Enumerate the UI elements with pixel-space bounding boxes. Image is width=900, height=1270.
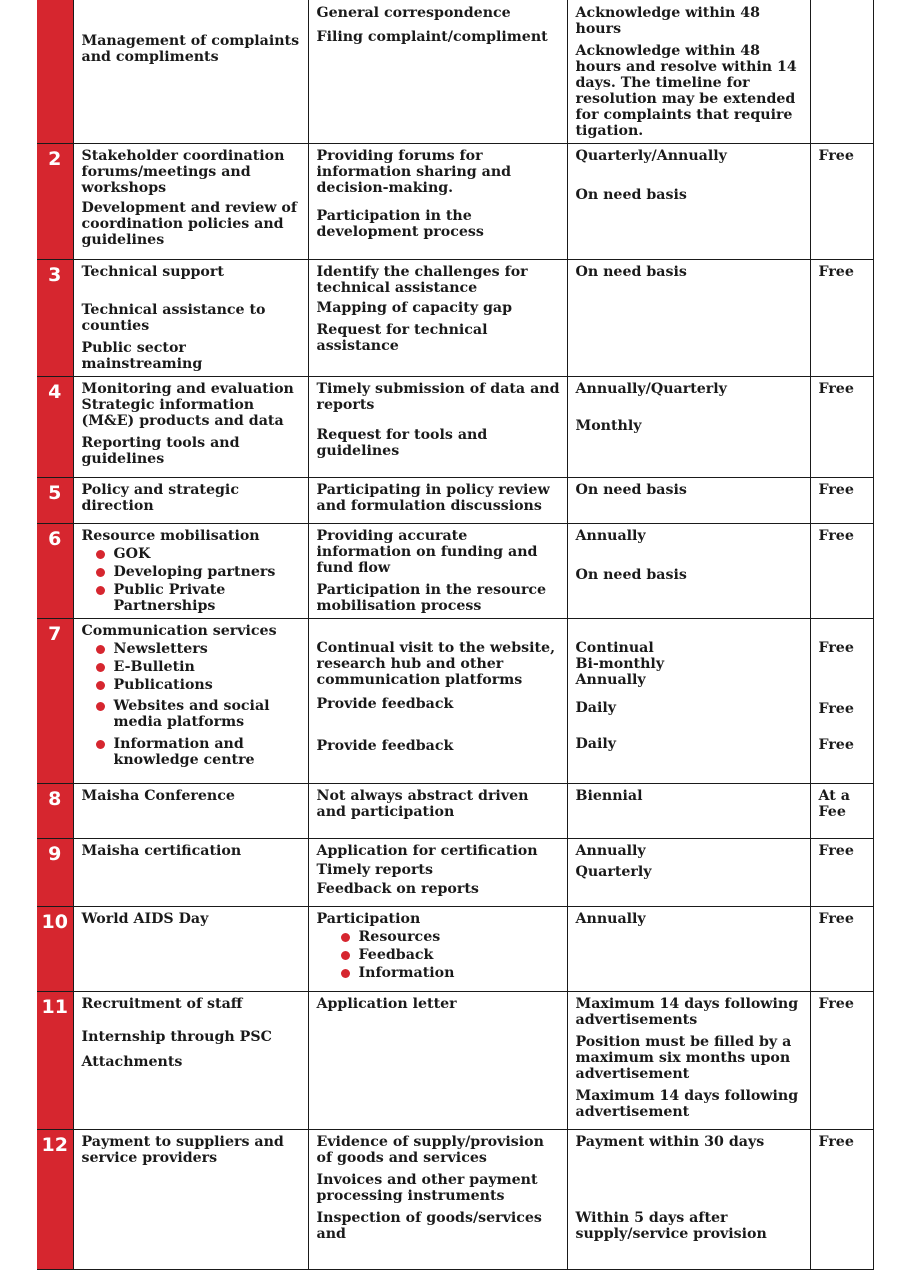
requirement-text: Identify the challenges for technical assistance <box>316 264 528 296</box>
requirement-bullet-list <box>317 929 562 981</box>
service-cell <box>73 784 308 839</box>
requirement-text: General correspondence <box>316 5 511 21</box>
service-cell <box>73 478 308 524</box>
timeline-text: Annually <box>575 672 646 688</box>
requirement-text: Inspection of goods/services and <box>316 1210 542 1242</box>
list-item: Public Private Partnerships <box>96 582 303 614</box>
requirement-text: Providing forums for information sharing and decision-making. <box>316 148 512 196</box>
timeline-text: Acknowledge within 48 hours <box>575 5 761 37</box>
requirement-cell <box>308 619 567 784</box>
fee-cell: Free <box>810 907 873 992</box>
requirement-text: Request for technical assistance <box>316 322 488 354</box>
service-cell <box>73 0 308 144</box>
requirement-cell <box>308 992 567 1130</box>
table-row <box>37 144 873 260</box>
requirement-cell <box>308 784 567 839</box>
fee-cell <box>810 0 873 144</box>
table-row <box>37 524 873 619</box>
table-row <box>37 0 873 144</box>
timeline-text: Daily <box>575 700 617 716</box>
row-number: 5 <box>37 478 73 524</box>
list-item: Publications <box>96 677 303 693</box>
service-text: Stakeholder coordination forums/meetings and workshops <box>81 148 285 196</box>
service-text: Recruitment of staff <box>81 996 243 1012</box>
row-number: 4 <box>37 377 73 478</box>
timeline-text: Biennial <box>575 788 643 804</box>
timeline-text: On need basis <box>575 187 687 203</box>
service-cell <box>73 619 308 784</box>
timeline-text: Within 5 days after supply/service provision <box>575 1210 767 1242</box>
service-charter-table <box>37 0 874 1270</box>
service-text: Attachments <box>81 1054 183 1070</box>
service-cell <box>73 992 308 1130</box>
fee-cell <box>810 619 873 784</box>
fee-cell: Free <box>810 839 873 907</box>
table-row <box>37 377 873 478</box>
requirement-cell <box>308 377 567 478</box>
requirement-text: Filing complaint/compliment <box>316 29 548 45</box>
list-item: GOK <box>96 546 303 562</box>
timeline-cell <box>567 260 810 377</box>
service-text: Public sector mainstreaming <box>81 340 203 372</box>
requirement-text: Evidence of supply/provision of goods and services <box>316 1134 544 1166</box>
timeline-text: Annually <box>575 843 646 859</box>
timeline-text: Annually/Quarterly <box>575 381 727 397</box>
service-text: Policy and strategic direction <box>81 482 239 514</box>
requirement-text: Provide feedback <box>316 696 454 712</box>
timeline-text: Position must be filled by a maximum six months upon advertisement <box>575 1034 792 1082</box>
service-bullet-list <box>82 641 303 768</box>
service-text: World AIDS Day <box>81 911 209 927</box>
row-number: 9 <box>37 839 73 907</box>
timeline-text: On need basis <box>575 264 687 280</box>
list-item: Resources <box>341 929 562 945</box>
service-text: Maisha Conference <box>81 788 235 804</box>
requirement-text: Participation in the resource mobilisation process <box>316 582 547 614</box>
requirement-text: Application for certification <box>316 843 538 859</box>
fee-cell: Free <box>810 524 873 619</box>
requirement-cell <box>308 144 567 260</box>
list-item: Websites and social media platforms <box>96 698 303 730</box>
service-bullet-list <box>82 546 303 614</box>
service-text: Maisha certification <box>81 843 242 859</box>
timeline-text: Continual <box>575 640 654 656</box>
service-text: Technical support <box>81 264 224 280</box>
requirement-text: Invoices and other payment processing instruments <box>316 1172 538 1204</box>
requirement-cell <box>308 524 567 619</box>
list-item: Information <box>341 965 562 981</box>
timeline-text: Payment within 30 days <box>575 1134 765 1150</box>
list-item: E-Bulletin <box>96 659 303 675</box>
service-text: Reporting tools and guidelines <box>81 435 240 467</box>
timeline-cell <box>567 144 810 260</box>
requirement-text: Mapping of capacity gap <box>316 300 513 316</box>
service-text: Technical assistance to counties <box>81 302 266 334</box>
table-row <box>37 839 873 907</box>
fee-text: Free <box>818 737 854 753</box>
service-cell <box>73 260 308 377</box>
timeline-text: Acknowledge within 48 hours and resolve within 14 days. The timeline for resolution may be extended for complaints that require tigation. <box>575 43 797 139</box>
table-row <box>37 784 873 839</box>
row-number: 2 <box>37 144 73 260</box>
service-text: Internship through PSC <box>81 1029 272 1045</box>
table-row <box>37 992 873 1130</box>
service-text: Management of complaints and compliments <box>81 33 300 65</box>
timeline-text: Quarterly/Annually <box>575 148 727 164</box>
timeline-text: Monthly <box>575 418 642 434</box>
timeline-cell <box>567 992 810 1130</box>
requirement-text: Participating in policy review and formulation discussions <box>316 482 550 514</box>
timeline-text: Maximum 14 days following advertisement <box>575 1088 799 1120</box>
row-number: 10 <box>37 907 73 992</box>
service-text: Development and review of coordination policies and guidelines <box>81 200 297 248</box>
fee-cell: Free <box>810 1130 873 1270</box>
service-cell <box>73 144 308 260</box>
timeline-cell <box>567 478 810 524</box>
row-number: 7 <box>37 619 73 784</box>
timeline-text <box>576 0 805 1</box>
requirement-text: Providing accurate information on funding and fund flow <box>316 528 538 576</box>
table-row <box>37 907 873 992</box>
timeline-cell <box>567 524 810 619</box>
timeline-text: Maximum 14 days following advertisements <box>575 996 799 1028</box>
timeline-text: Annually <box>575 911 646 927</box>
fee-cell: Free <box>810 260 873 377</box>
row-number: 8 <box>37 784 73 839</box>
requirement-text: Provide feedback <box>316 738 454 754</box>
timeline-text: Annually <box>575 528 646 544</box>
list-item: Feedback <box>341 947 562 963</box>
requirement-text <box>317 0 562 1</box>
service-cell <box>73 907 308 992</box>
requirement-text: Timely submission of data and reports <box>316 381 560 413</box>
requirement-cell <box>308 0 567 144</box>
timeline-text: Quarterly <box>575 864 652 880</box>
timeline-cell <box>567 619 810 784</box>
row-number: 3 <box>37 260 73 377</box>
fee-cell: Free <box>810 478 873 524</box>
fee-cell: Free <box>810 377 873 478</box>
fee-cell: At a Fee <box>810 784 873 839</box>
fee-text: Free <box>818 640 854 656</box>
requirement-cell <box>308 478 567 524</box>
row-number: 12 <box>37 1130 73 1270</box>
requirement-cell <box>308 260 567 377</box>
fee-text: Free <box>818 701 854 717</box>
requirement-text: Application letter <box>316 996 457 1012</box>
list-item: Information and knowledge centre <box>96 736 303 768</box>
list-item: Developing partners <box>96 564 303 580</box>
requirement-text: Participation in the development process <box>316 208 484 240</box>
requirement-text: Continual visit to the website, research hub and other communication platforms <box>316 640 556 688</box>
requirement-text: Not always abstract driven and participation <box>316 788 529 820</box>
table-row <box>37 478 873 524</box>
timeline-text: On need basis <box>575 482 687 498</box>
requirement-text: Participation <box>316 911 421 927</box>
timeline-text: Daily <box>575 736 617 752</box>
service-text: Strategic information (M&E) products and data <box>81 397 284 429</box>
service-text: Payment to suppliers and service providers <box>81 1134 284 1166</box>
timeline-cell <box>567 377 810 478</box>
service-text: Communication services <box>81 623 277 639</box>
timeline-cell <box>567 784 810 839</box>
service-cell <box>73 377 308 478</box>
service-text: Resource mobilisation <box>81 528 260 544</box>
table-row <box>37 619 873 784</box>
fee-cell: Free <box>810 144 873 260</box>
service-cell <box>73 524 308 619</box>
timeline-text: On need basis <box>575 567 687 583</box>
table-row <box>37 260 873 377</box>
requirement-text: Feedback on reports <box>316 881 479 897</box>
service-text: Monitoring and evaluation <box>81 381 294 397</box>
requirement-text: Timely reports <box>316 862 433 878</box>
timeline-cell <box>567 0 810 144</box>
timeline-cell <box>567 907 810 992</box>
timeline-text: Bi-monthly <box>575 656 665 672</box>
row-number <box>37 0 73 144</box>
requirement-text: Request for tools and guidelines <box>316 427 488 459</box>
requirement-cell <box>308 839 567 907</box>
row-number: 11 <box>37 992 73 1130</box>
service-cell <box>73 839 308 907</box>
fee-cell: Free <box>810 992 873 1130</box>
list-item: Newsletters <box>96 641 303 657</box>
requirement-cell <box>308 907 567 992</box>
timeline-cell <box>567 839 810 907</box>
row-number: 6 <box>37 524 73 619</box>
